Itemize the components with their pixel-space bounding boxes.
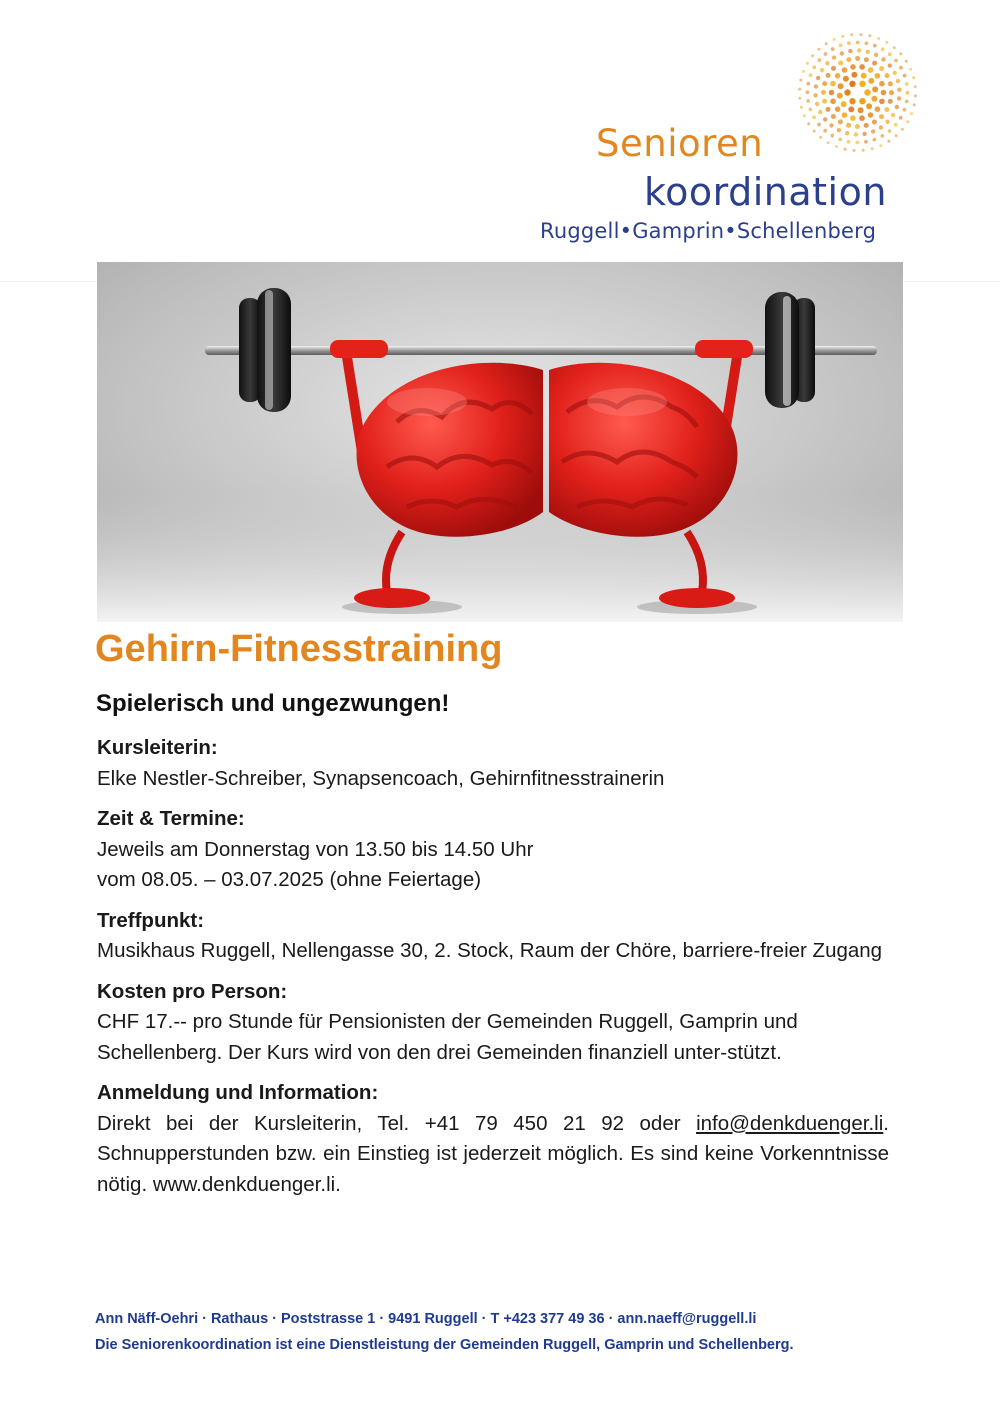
- sun-dot: [803, 114, 806, 117]
- sun-dot: [838, 119, 843, 124]
- sun-dot: [822, 81, 827, 86]
- sun-dot: [830, 99, 836, 105]
- sun-dot: [862, 149, 865, 152]
- sun-dot: [880, 134, 884, 138]
- sun-dot: [866, 50, 870, 54]
- sun-dot: [829, 90, 835, 96]
- sun-dot: [885, 41, 888, 44]
- sun-dot: [912, 76, 915, 79]
- sun-dot: [881, 47, 885, 51]
- sun-dot: [884, 107, 889, 112]
- footer-separator: ·: [272, 1311, 278, 1327]
- sun-dot: [893, 46, 896, 49]
- sun-dot: [868, 67, 874, 73]
- sun-dot: [837, 128, 841, 132]
- sun-dot: [811, 54, 814, 57]
- section-time: [97, 804, 889, 896]
- sun-dot: [889, 90, 894, 95]
- sun-dot: [905, 82, 909, 86]
- sun-dot: [881, 90, 887, 96]
- sun-dot: [809, 108, 813, 112]
- sun-dots-icon: [795, 30, 920, 155]
- sun-dot: [864, 123, 869, 128]
- sun-dot: [856, 41, 860, 45]
- sun-dot: [859, 98, 865, 104]
- sun-dot: [857, 48, 861, 52]
- sun-dot: [823, 117, 827, 121]
- sun-dot: [853, 149, 856, 152]
- registration-text-after: . Schnupperstunden bzw. ein Einstieg ist jederzeit möglich. Es sind keine Vorkenntnisse nötig. www.denkduenger.li.: [97, 1111, 889, 1196]
- sun-dot: [879, 114, 884, 119]
- sun-dot: [806, 90, 810, 94]
- sun-dot: [861, 73, 867, 79]
- sun-dot: [875, 106, 881, 112]
- sun-dot: [914, 94, 917, 97]
- sun-dot: [823, 129, 827, 133]
- sun-dot: [903, 108, 907, 112]
- sun-dot: [799, 79, 802, 82]
- section-text: [97, 1109, 889, 1201]
- sun-dot: [906, 120, 909, 123]
- sun-dot: [887, 140, 890, 143]
- sun-dot: [806, 82, 810, 86]
- sun-dot: [893, 71, 897, 75]
- sun-dot: [879, 81, 885, 87]
- sun-dot: [846, 57, 851, 62]
- sun-dot: [842, 112, 848, 118]
- sun-dot: [894, 123, 898, 127]
- sun-dot: [840, 51, 844, 55]
- sun-dot: [855, 141, 859, 145]
- sun-dot: [879, 66, 884, 71]
- sun-dot: [838, 83, 844, 89]
- sun-dot: [850, 33, 853, 36]
- sun-dot: [859, 115, 865, 121]
- sun-dot: [909, 68, 912, 71]
- sun-dot: [798, 97, 801, 100]
- sun-dot: [802, 70, 805, 73]
- sun-dot: [871, 147, 874, 150]
- sun-dot: [841, 35, 844, 38]
- sun-dot: [806, 62, 809, 65]
- sun-dot: [849, 81, 855, 87]
- sun-dot: [849, 98, 855, 104]
- sun-dot: [875, 73, 881, 79]
- section-heading: Kursleiterin:: [97, 736, 218, 759]
- sun-dot: [826, 73, 831, 78]
- section-text: Elke Nestler-Schreiber, Synapsencoach, Gehirnfitnesstrainerin: [97, 766, 665, 790]
- sun-dot: [807, 122, 810, 125]
- footer-street: Poststrasse 1: [281, 1311, 376, 1327]
- sun-dot: [813, 93, 817, 97]
- sun-dot: [850, 115, 856, 121]
- sun-dot: [885, 73, 890, 78]
- sun-dot: [844, 148, 847, 151]
- sun-dot: [864, 140, 868, 144]
- sun-dot: [905, 100, 909, 104]
- sun-dot: [899, 116, 903, 120]
- section-heading: Anmeldung und Information:: [97, 1081, 379, 1104]
- sun-dot: [879, 125, 883, 129]
- sun-dot: [848, 106, 854, 112]
- sun-dot: [850, 64, 856, 70]
- sun-dot: [865, 41, 869, 45]
- sun-dot: [835, 106, 841, 112]
- sun-dot: [903, 74, 907, 78]
- sun-dot: [833, 38, 836, 41]
- sun-dot: [872, 86, 878, 92]
- sun-dot: [888, 52, 892, 56]
- section-text: Jeweils am Donnerstag von 13.50 bis 14.50 Uhr: [97, 837, 534, 861]
- section-text: vom 08.05. – 03.07.2025 (ohne Feiertage): [97, 868, 482, 891]
- sun-dot: [868, 78, 874, 84]
- sun-dot: [859, 81, 865, 87]
- logo-text-senioren: Senioren: [596, 122, 764, 165]
- sun-dot: [851, 72, 857, 78]
- sun-dot: [839, 44, 843, 48]
- sun-dot: [814, 84, 818, 88]
- sun-dot: [894, 59, 898, 63]
- sun-dot: [914, 85, 917, 88]
- sun-dot: [841, 101, 847, 107]
- sun-dot: [838, 61, 843, 66]
- sun-dot: [891, 113, 895, 117]
- sun-dot: [871, 129, 875, 133]
- sun-dot: [859, 33, 862, 36]
- sun-dot: [858, 107, 864, 113]
- sun-dot: [815, 102, 819, 106]
- section-cost: [97, 977, 889, 1069]
- sun-dot: [906, 91, 910, 95]
- sun-dot: [879, 144, 882, 147]
- footer: [95, 1306, 905, 1358]
- sun-dot: [881, 57, 885, 61]
- sun-dot: [822, 99, 827, 104]
- sun-dot: [819, 136, 822, 139]
- sun-dot: [830, 81, 836, 87]
- section-meeting-point: [97, 906, 889, 967]
- sun-dot: [817, 58, 821, 62]
- sun-dot: [873, 44, 877, 48]
- sun-dot: [831, 47, 835, 51]
- logo-text-villages: Ruggell•Gamprin•Schellenberg: [540, 219, 877, 243]
- registration-text-before: Direkt bei der Kursleiterin, Tel. +41 79 450 21 92 oder: [97, 1111, 697, 1135]
- sun-dot: [913, 103, 916, 106]
- footer-separator: ·: [481, 1311, 487, 1327]
- page-title: Gehirn-Fitnesstraining: [95, 628, 503, 670]
- footer-city: 9491 Ruggell: [388, 1311, 478, 1327]
- section-leader: [97, 733, 889, 794]
- sun-dot: [864, 57, 869, 62]
- section-heading: Zeit & Termine:: [97, 807, 245, 830]
- footer-office: Rathaus: [210, 1311, 269, 1327]
- section-heading: Treffpunkt:: [97, 908, 205, 932]
- sun-dot: [905, 60, 908, 63]
- sun-dot: [866, 103, 872, 109]
- sun-dot: [859, 64, 865, 70]
- sun-dot: [817, 48, 820, 51]
- sun-dot: [873, 138, 877, 142]
- sun-dot: [832, 55, 836, 59]
- footer-contact-line: [95, 1306, 905, 1332]
- sun-dot: [897, 96, 901, 100]
- section-text: CHF 17.-- pro Stunde für Pensionisten der Gemeinden Ruggell, Gamprin und Schellenberg. Der Kurs wird von den drei Gemeinden finanziell unter-stützt.: [97, 1010, 798, 1064]
- page-subtitle: Spielerisch und ungezwungen!: [96, 690, 450, 717]
- sun-dot: [897, 88, 901, 92]
- sun-dot: [831, 114, 836, 119]
- sun-dot: [877, 37, 880, 40]
- seniorenkoordination-logo: [520, 30, 920, 255]
- sun-dot: [864, 89, 870, 95]
- footer-separator: ·: [608, 1311, 614, 1327]
- sun-dot: [844, 89, 850, 95]
- footer-name: Ann Näff-Oehri: [95, 1311, 199, 1327]
- sun-dot: [879, 99, 885, 105]
- sun-dot: [855, 124, 860, 129]
- sun-dot: [846, 123, 851, 128]
- sun-dot: [910, 112, 913, 115]
- logo-text-koordination: koordination: [644, 170, 887, 214]
- sun-dot: [855, 56, 860, 61]
- sun-dot: [895, 134, 898, 137]
- section-registration: [97, 1078, 889, 1200]
- sun-dot: [872, 120, 877, 125]
- sun-dot: [888, 63, 892, 67]
- sun-dot: [818, 110, 822, 114]
- sun-dot: [872, 61, 877, 66]
- sun-dot: [825, 42, 828, 45]
- section-text: Musikhaus Ruggell, Nellengasse 30, 2. Stock, Raum der Chöre, barriere-freier Zugang: [97, 939, 883, 962]
- sun-dot: [895, 105, 899, 109]
- sun-dot: [847, 41, 851, 45]
- brain-lifting-barbell-illustration: [97, 262, 903, 622]
- sun-dot: [817, 123, 821, 127]
- section-heading: Kosten pro Person:: [97, 979, 288, 1003]
- footer-note: Die Seniorenkoordination ist eine Dienstleistung der Gemeinden Ruggell, Gamprin und Schellenberg.: [95, 1337, 794, 1353]
- sun-dot: [821, 90, 826, 95]
- sun-dot: [827, 141, 830, 144]
- footer-separator: ·: [202, 1311, 207, 1327]
- course-details: [97, 733, 889, 1210]
- sun-dot: [888, 129, 892, 133]
- footer-email[interactable]: ann.naeff@ruggell.li: [617, 1311, 757, 1327]
- sun-dot: [813, 130, 816, 133]
- sun-dot: [871, 96, 877, 102]
- sun-dot: [843, 76, 849, 82]
- sun-dot: [826, 107, 831, 112]
- sun-dot: [868, 34, 871, 37]
- sun-dot: [874, 53, 878, 57]
- sun-dot: [847, 140, 851, 144]
- sun-dot: [824, 52, 828, 56]
- sun-dot: [885, 120, 889, 124]
- sun-dot: [842, 67, 848, 73]
- sun-dot: [816, 76, 820, 80]
- sun-dot: [809, 73, 813, 77]
- sun-dot: [901, 128, 904, 131]
- sun-dot: [812, 115, 816, 119]
- sun-dot: [896, 79, 900, 83]
- sun-dot: [888, 99, 893, 104]
- sun-dot: [830, 134, 834, 138]
- sun-dot: [798, 88, 801, 91]
- sun-dot: [838, 138, 842, 142]
- sun-dot: [848, 49, 852, 53]
- sun-dot: [812, 65, 816, 69]
- sun-dot: [825, 61, 829, 65]
- sun-dot: [829, 123, 833, 127]
- sun-dot: [854, 132, 858, 136]
- sun-dot: [837, 93, 843, 99]
- sun-dot: [868, 112, 874, 118]
- sun-dot: [806, 99, 810, 103]
- sun-dot: [831, 66, 836, 71]
- sun-dot: [820, 68, 824, 72]
- sun-dot: [899, 66, 903, 70]
- sun-dot: [835, 73, 841, 79]
- sun-dot: [888, 81, 893, 86]
- sun-dot: [845, 131, 849, 135]
- footer-phone: T +423 377 49 36: [490, 1311, 605, 1327]
- sun-dot: [835, 145, 838, 148]
- sun-dot: [899, 52, 902, 55]
- email-link[interactable]: info@denkduenger.li: [696, 1111, 884, 1135]
- footer-separator: ·: [379, 1311, 385, 1327]
- sun-dot: [800, 106, 803, 109]
- sun-dot: [862, 132, 866, 136]
